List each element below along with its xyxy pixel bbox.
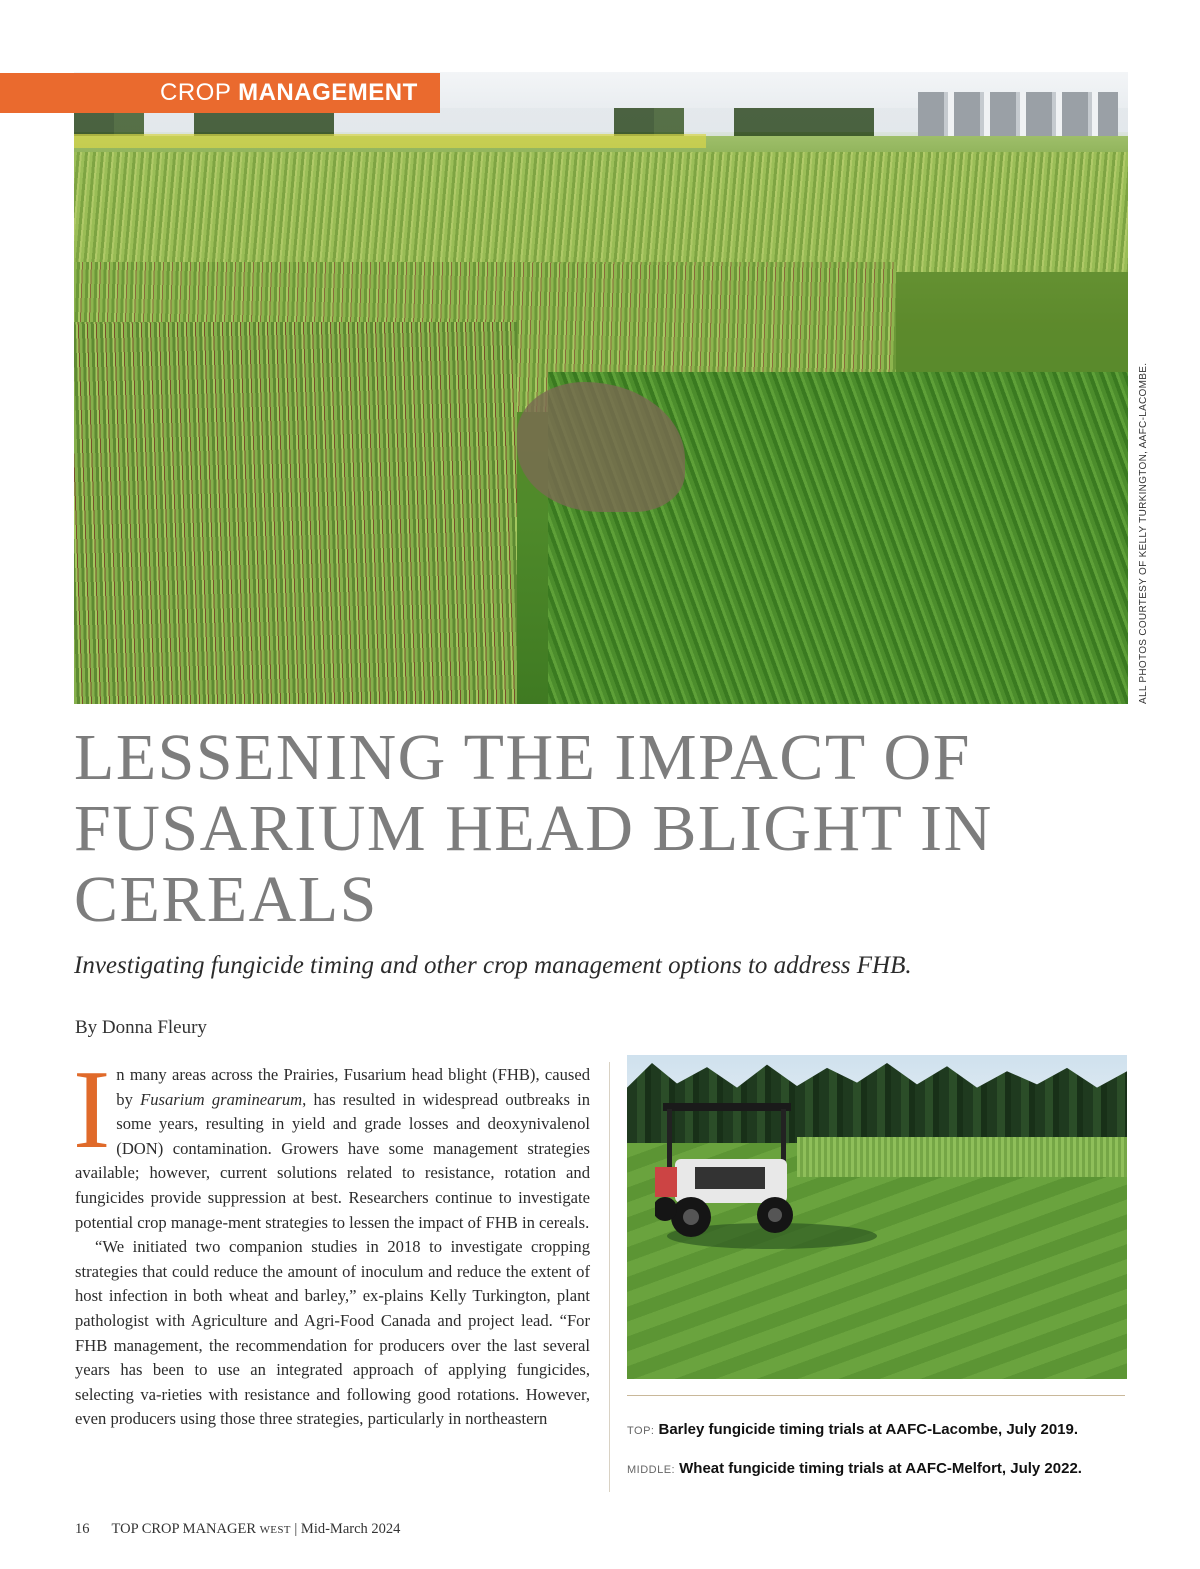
photo-wheat-trials-vehicle	[627, 1055, 1127, 1379]
page-number: 16	[75, 1521, 90, 1537]
paragraph-1-text-b: , has resulted in widespread outbreaks in some years, resulting in yield and grade losses and deoxynivalenol (DON) contamination. Growers have some management strategies available; however, current solutions related to resistance, rotation and fungicides provide suppression at best. Researchers continue to investigate potential crop manage-ment strategies to lessen the impact of FHB in cereals.	[75, 1089, 591, 1232]
hero-photo-barley-plots	[74, 72, 1128, 704]
caption-top	[627, 1421, 1078, 1438]
caption-middle-text: Wheat fungicide timing trials at AAFC-Melfort, July 2022.	[679, 1460, 1082, 1477]
magazine-name: TOP CROP MANAGER	[111, 1521, 256, 1537]
paragraph-2: “We initiated two companion studies in 2018 to investigate cropping strategies that could reduce the amount of inoculum and reduce the extent of host infection in both wheat and barley,” ex-plains Kelly Turkington, plant pathologist with Agriculture and Agri-Food Canada and project lead. “For FHB management, the recommendation for producers over the last several years has been to use an integrated approach of applying fungicides, selecting va-rieties with resistance and following good rotations. However, even producers using those three strategies, particularly in northeastern	[75, 1237, 590, 1429]
article-headline: LESSENING THE IMPACT OF FUSARIUM HEAD BLIGHT IN CEREALS	[74, 721, 993, 936]
utility-vehicle-icon	[655, 1101, 811, 1241]
article-body	[73, 1048, 591, 1432]
caption-middle-tag: MIDDLE:	[627, 1464, 676, 1476]
photo-credit: ALL PHOTOS COURTESY OF KELLY TURKINGTON, AAFC-LACOMBE.	[1138, 362, 1149, 704]
paragraph-1-text-a: n many areas across the Prairies, Fusarium head blight (FHB), caused by	[116, 1065, 590, 1109]
caption-top-tag: TOP:	[627, 1425, 655, 1437]
article-deck: Investigating fungicide timing and other crop management options to address FHB.	[74, 952, 912, 979]
footer-separator: |	[290, 1521, 301, 1537]
section-label	[160, 79, 418, 107]
magazine-edition: WEST	[259, 1524, 291, 1536]
byline: By Donna Fleury	[75, 1017, 207, 1038]
section-label-bold: MANAGEMENT	[238, 79, 418, 106]
page-footer	[75, 1521, 400, 1538]
column-divider	[609, 1062, 610, 1492]
issue-date: Mid-March 2024	[300, 1521, 401, 1537]
caption-middle	[627, 1460, 1082, 1477]
paragraph-1	[73, 1048, 591, 1235]
species-name: Fusarium graminearum	[140, 1089, 303, 1109]
caption-top-text: Barley fungicide timing trials at AAFC-Lacombe, July 2019.	[658, 1421, 1079, 1438]
section-label-light: CROP	[160, 79, 239, 106]
caption-rule	[627, 1395, 1125, 1396]
drop-cap: I	[73, 1048, 111, 1172]
